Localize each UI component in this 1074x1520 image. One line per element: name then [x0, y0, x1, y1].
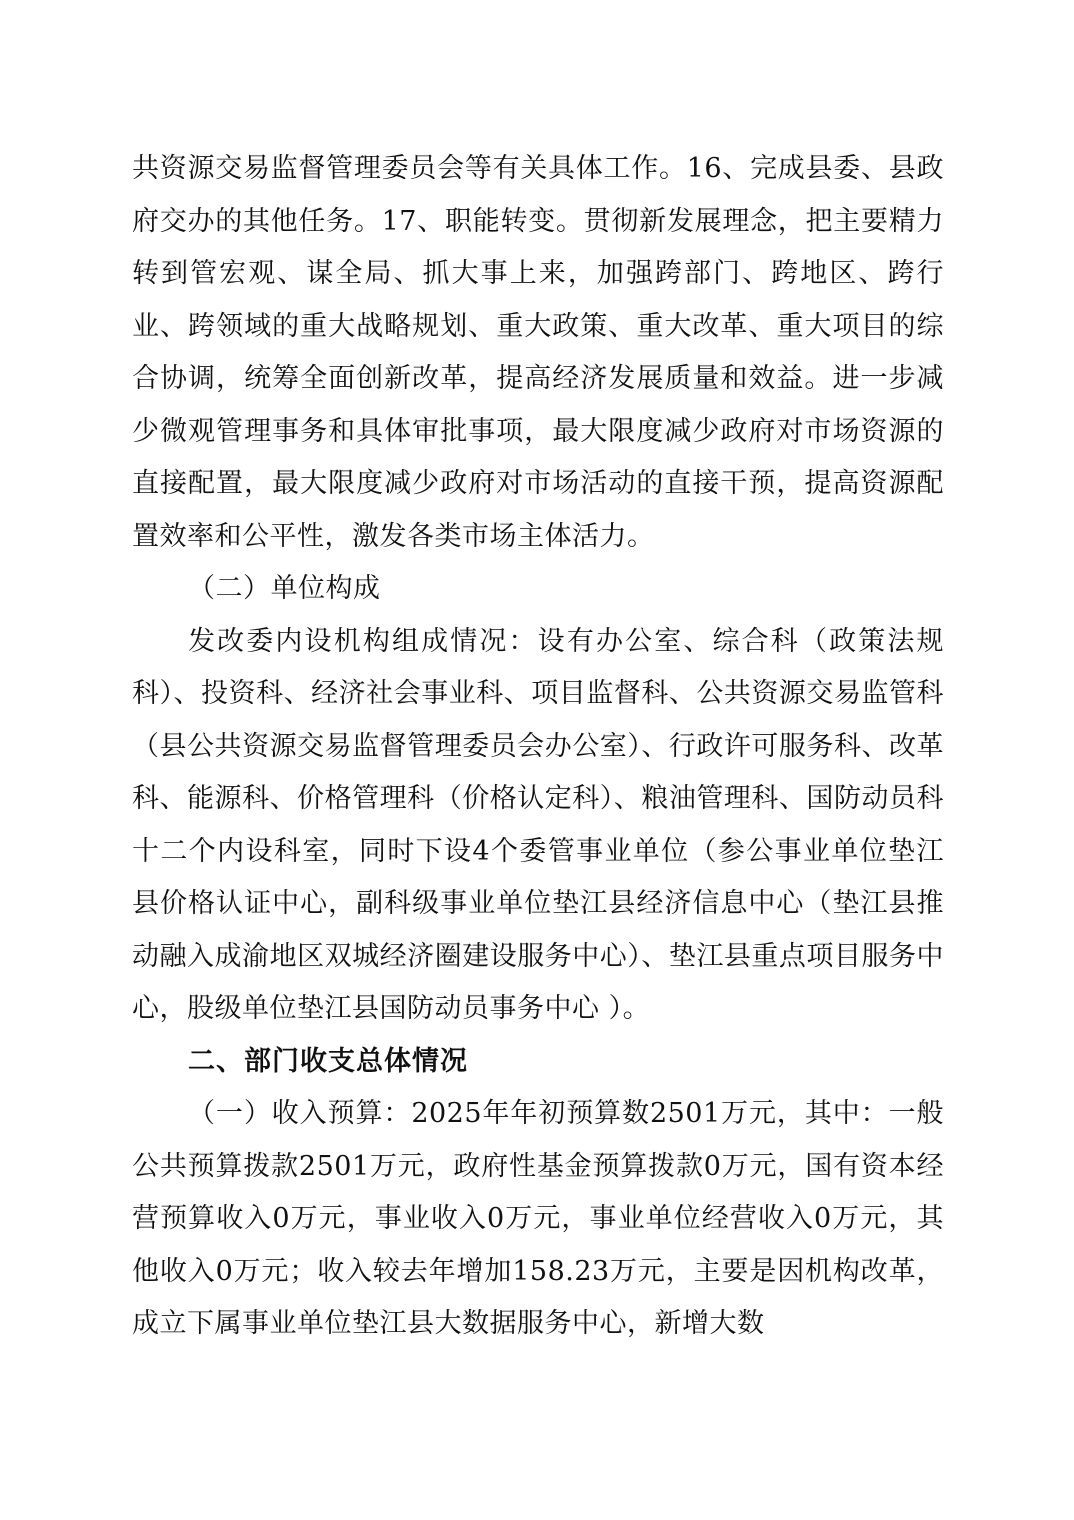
body-paragraph-revenue-budget: （一）收入预算：2025年年初预算数2501万元，其中：一般公共预算拨款2501万元，政府性基金预算拨款0万元，国有资本经营预算收入0万元，事业收入0万元，事业单位经营收入0万元，其他收入0万元；收入较去年增加158.23万元，主要是因机构改革，成立下属事业单位垫江县大数据服务中心，新增大数 [132, 1098, 944, 1339]
subheading-unit-composition: （二）单位构成 [188, 573, 381, 604]
document-body [132, 143, 944, 1351]
body-paragraph-internal-structure: 发改委内设机构组成情况：设有办公室、综合科（政策法规科）、投资科、经济社会事业科、项目监督科、公共资源交易监管科（县公共资源交易监督管理委员会办公室）、行政许可服务科、改革科、能源科、价格管理科（价格认定科）、粮油管理科、国防动员科十二个内设科室，同时下设4个委管事业单位（参公事业单位垫江县价格认证中心，副科级事业单位垫江县经济信息中心（垫江县推动融入成渝地区双城经济圈建设服务中心）、垫江县重点项目服务中心，股级单位垫江县国防动员事务中心 ）。 [132, 625, 944, 1024]
section-heading-revenue-expenditure: 二、部门收支总体情况 [188, 1045, 468, 1077]
body-paragraph-functions: 共资源交易监督管理委员会等有关具体工作。16、完成县委、县政府交办的其他任务。17、职能转变。贯彻新发展理念，把主要精力转到管宏观、谋全局、抓大事上来，加强跨部门、跨地区、跨行业、跨领域的重大战略规划、重大政策、重大改革、重大项目的综合协调，统筹全面创新改革，提高经济发展质量和效益。进一步减少微观管理事务和具体审批事项，最大限度减少政府对市场资源的直接配置，最大限度减少政府对市场活动的直接干预，提高资源配置效率和公平性，激发各类市场主体活力。 [132, 153, 944, 552]
